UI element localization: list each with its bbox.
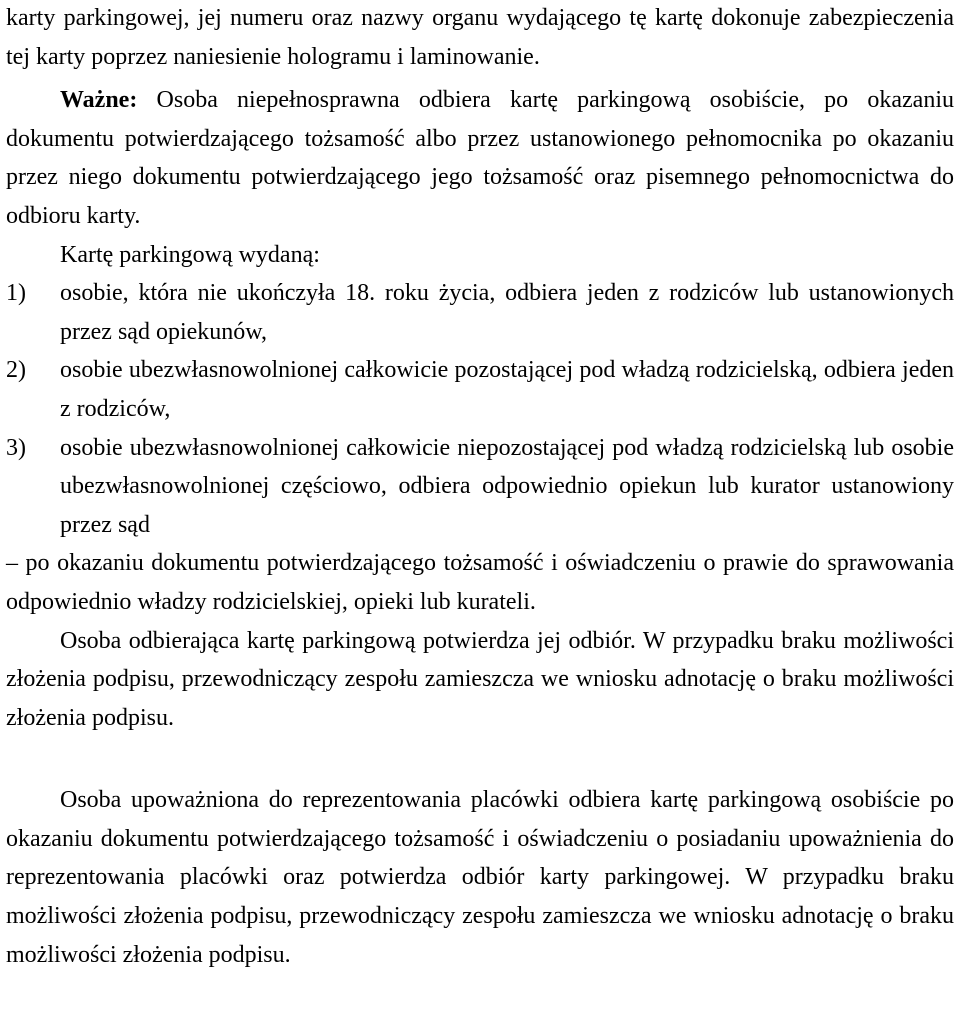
list-item-number: 3) — [6, 434, 26, 461]
list-item — [6, 274, 954, 351]
document-page — [6, 0, 954, 974]
important-label: Ważne: — [60, 87, 138, 114]
paragraph-card-issued-to: Kartę parkingową wydaną: — [60, 241, 320, 268]
important-text: Osoba niepełnosprawna odbiera kartę parkingową osobiście, po okazaniu dokumentu potwierdzającego tożsamość albo przez ustanowionego pełnomocnika po okazaniu przez niego dokumentu potwierdzającego jego tożsamość oraz pisemnego pełnomocnictwa do odbioru karty. — [6, 87, 954, 229]
list-item-number: 2) — [6, 357, 26, 384]
list-item — [6, 429, 954, 545]
list-item-number: 1) — [6, 280, 26, 307]
list-item-text: osobie, która nie ukończyła 18. roku życia, odbiera jeden z rodziców lub ustanowionych przez sąd opiekunów, — [60, 280, 954, 345]
list-item — [6, 351, 954, 428]
recipient-list — [6, 274, 954, 544]
paragraph-hologram: karty parkingowej, jej numeru oraz nazwy organu wydającego tę kartę dokonuje zabezpieczenia tej karty poprzez naniesienie hologramu i laminowanie. — [6, 5, 954, 70]
list-item-text: osobie ubezwłasnowolnionej całkowicie niepozostającej pod władzą rodzicielską lub osobie ubezwłasnowolnionej częściowo, odbiera odpowiednio opiekun lub kurator ustanowiony przez sąd — [60, 434, 954, 538]
paragraph-confirmation: Osoba odbierająca kartę parkingową potwierdza jej odbiór. W przypadku braku możliwości złożenia podpisu, przewodniczący zespołu zamieszcza we wniosku adnotację o braku możliwości złożenia podpisu. — [6, 627, 954, 731]
paragraph-gap — [6, 737, 954, 775]
paragraph-authorized-person: Osoba upoważniona do reprezentowania placówki odbiera kartę parkingową osobiście po okazaniu dokumentu potwierdzającego tożsamość i oświadczeniu o posiadaniu upoważnienia do reprezentowania placówki oraz potwierdza odbiór karty parkingowej. W przypadku braku możliwości złożenia podpisu, przewodniczący zespołu zamieszcza we wniosku adnotację o braku możliwości złożenia podpisu. — [6, 787, 954, 968]
paragraph-important — [6, 81, 954, 235]
list-item-text: osobie ubezwłasnowolnionej całkowicie pozostającej pod władzą rodzicielską, odbiera jeden z rodziców, — [60, 357, 954, 422]
paragraph-after-list: – po okazaniu dokumentu potwierdzającego tożsamość i oświadczeniu o prawie do sprawowania odpowiednio władzy rodzicielskiej, opieki lub kurateli. — [6, 550, 954, 615]
